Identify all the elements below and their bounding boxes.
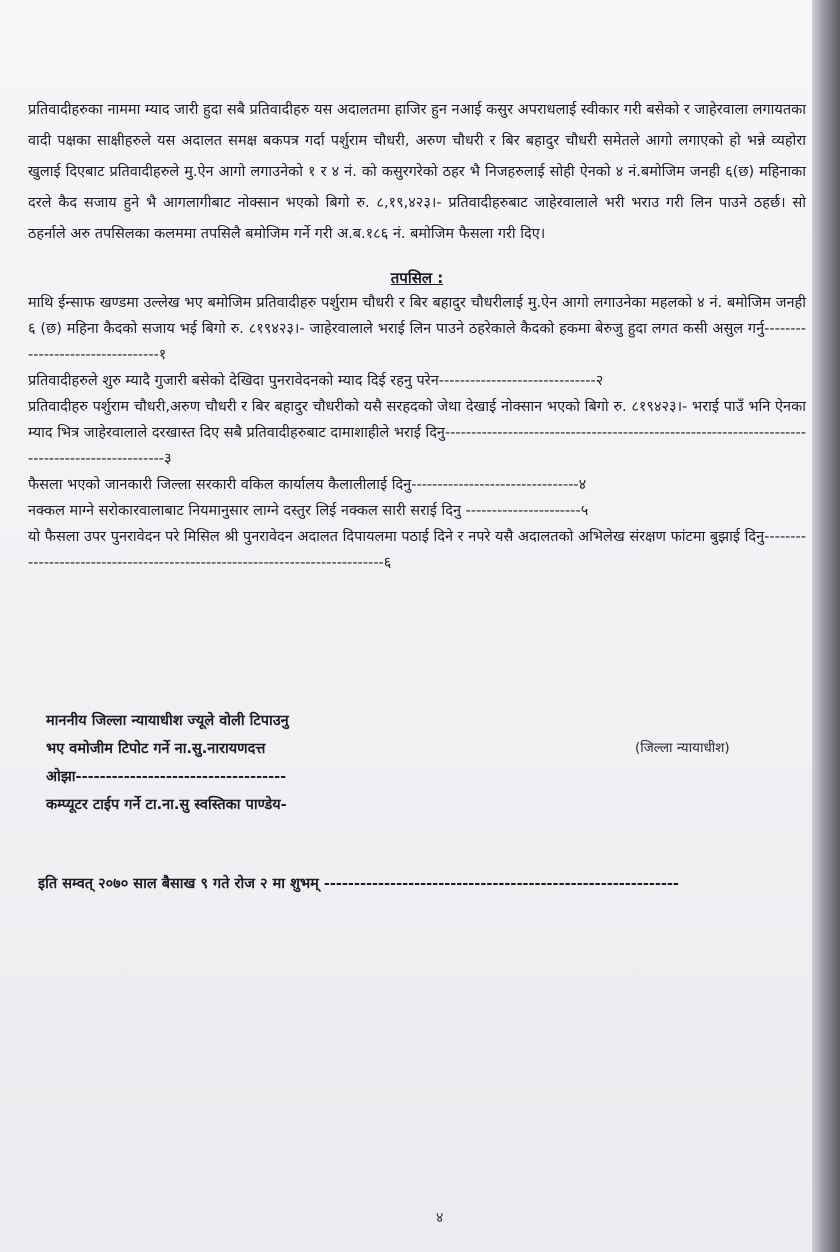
signature-block xyxy=(46,707,406,819)
signature-line-2: भए वमोजीम टिपोट गर्ने ना.सु.नारायणदत्त xyxy=(46,741,266,757)
tapsil-item-2: प्रतिवादीहरुले शुरु म्यादै गुजारी बसेको देखिदा पुनरावेदनको म्याद दिई रहनु परेन------------------------------२ xyxy=(28,373,604,389)
tapsil-heading: तपसिल : xyxy=(390,269,444,287)
tapsil-item-6: यो फैसला उपर पुनरावेदन परे मिसिल श्री पुनरावेदन अदालत दिपायलमा पठाई दिने र नपरे यसै अदालतको अभिलेख संरक्षण फांटमा बुझाई दिनु----------------------------------------------------------------------------६ xyxy=(28,529,806,571)
tapsil-item-5: नक्कल माग्ने सरोकारवालाबाट नियमानुसार लाग्ने दस्तुर लिई नक्कल सारी सराई दिनु ----------------------५ xyxy=(28,503,589,519)
signature-line-3: ओझा----------------------------------- xyxy=(46,769,287,785)
page-number: ४ xyxy=(436,1210,444,1226)
judgment-body xyxy=(28,95,806,576)
tapsil-item-4: फैसला भएको जानकारी जिल्ला सरकारी वकिल कार्यालय कैलालीलाई दिनु--------------------------------४ xyxy=(28,477,587,493)
tapsil-item-3: प्रतिवादीहरु पर्शुराम चौधरी,अरुण चौधरी र बिर बहादुर चौधरीको यसै सरहदको जेथा देखाई नोक्सान भएको बिगो रु. ८१९४२३।- भराई पाउँ भनि ऐनका म्याद भित्र जाहेरवालाले दरखास्त दिए सबै प्रतिवादीहरुबाट दामाशाहीले भराई दिनु-----------------------------------------------------------------------------------------------३ xyxy=(28,399,806,467)
signature-line-1: माननीय जिल्ला न्यायाधीश ज्यूले वोली टिपाउनु xyxy=(46,713,289,729)
signature-line-4: कम्प्यूटर टाईप गर्ने टा.ना.सु स्वस्तिका पाण्डेय- xyxy=(46,797,287,813)
tapsil-list xyxy=(28,290,806,576)
judge-label: (जिल्ला न्यायाधीश) xyxy=(635,740,730,756)
page-edge xyxy=(812,0,840,1252)
date-line: इति सम्वत् २०७० साल बैसाख ९ गते रोज २ मा शुभम् ----------------------------------------------------------- xyxy=(38,876,679,892)
tapsil-item-1: माथि ईन्साफ खण्डमा उल्लेख भए बमोजिम प्रतिवादीहरु पर्शुराम चौधरी र बिर बहादुर चौधरीलाई मु.ऐन आगो लगाउनेका महलको ४ नं. बमोजिम जनही ६ (छ) महिना कैदको सजाय भई बिगो रु. ८१९४२३।- जाहेरवालाले भराई लिन पाउने ठहरेकाले कैदको हकमा बेरुजु हुदा लगत कसी असुल गर्नु---------------------------------१ xyxy=(28,295,806,363)
verdict-paragraph: प्रतिवादीहरुका नाममा म्याद जारी हुदा सबै प्रतिवादीहरु यस अदालतमा हाजिर हुन नआई कसुर अपराधलाई स्वीकार गरी बसेको र जाहेरवाला लगायतका वादी पक्षका साक्षीहरुले यस अदालत समक्ष बकपत्र गर्दा पर्शुराम चौधरी, अरुण चौधरी र बिर बहादुर चौधरी समेतले आगो लगाएको हो भन्ने व्यहोरा खुलाई दिएबाट प्रतिवादीहरुले मु.ऐन आगो लगाउनेको १ र ४ नं. को कसुरगरेको ठहर भै निजहरुलाई सोही ऐनको ४ नं.बमोजिम जनही ६(छ) महिनाका दरले कैद सजाय हुने भै आगलागीबाट नोक्सान भएको बिगो रु. ८,१९,४२३।- प्रतिवादीहरुबाट जाहेरवालाले भरी भराउ गरी लिन पाउने ठहर्छ। सो ठहर्नाले अरु तपसिलका कलममा तपसिलै बमोजिम गर्ने गरी अ.ब.१८६ नं. बमोजिम फैसला गरी दिए। xyxy=(28,102,806,242)
